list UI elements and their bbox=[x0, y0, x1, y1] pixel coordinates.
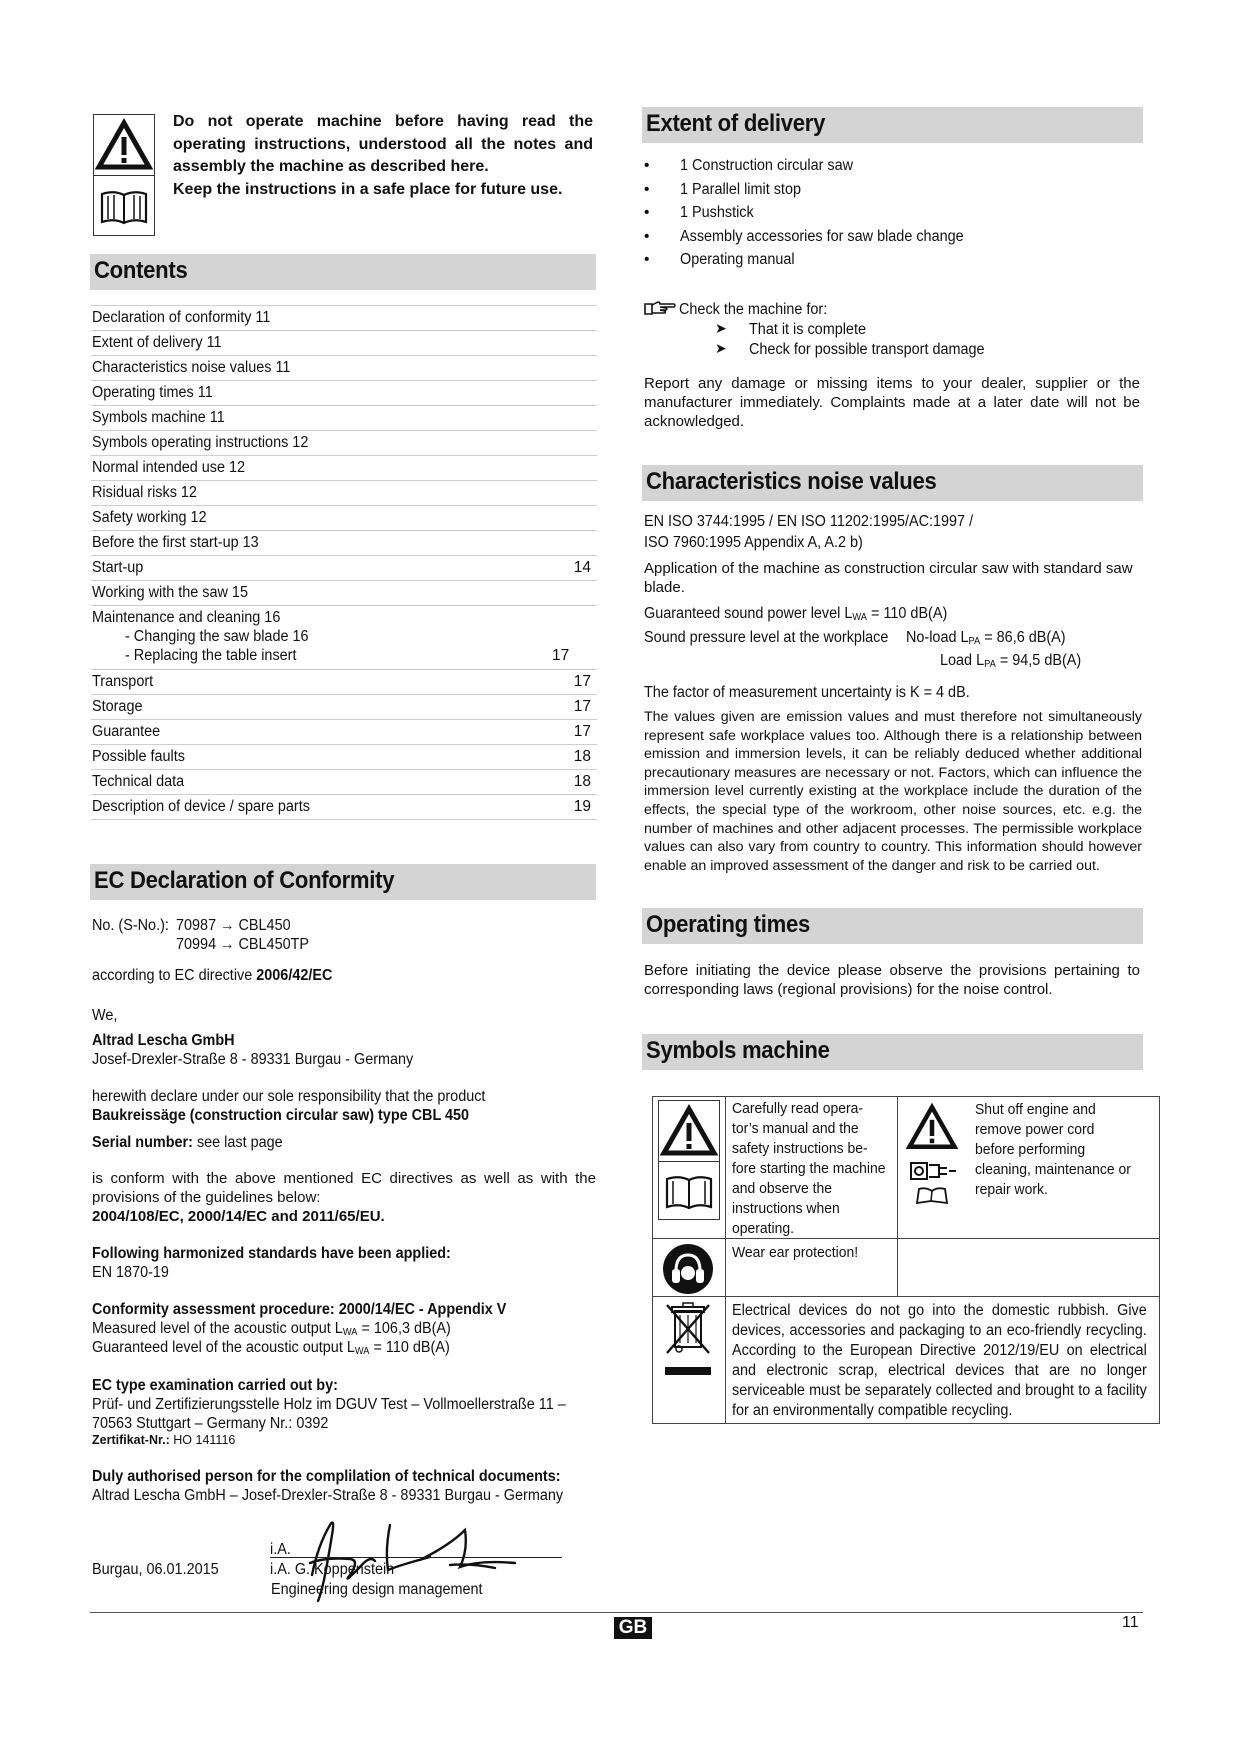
noise-header bbox=[642, 465, 1143, 501]
noise-title: Characteristics noise values bbox=[646, 468, 937, 495]
ec-directive bbox=[92, 966, 332, 985]
check-item-1: That it is complete bbox=[749, 321, 866, 338]
toc-sub-page: 17 bbox=[552, 647, 570, 664]
symbols-hline-1 bbox=[653, 1238, 1159, 1239]
toc-row-label: Maintenance and cleaning 16 bbox=[92, 609, 281, 626]
ec-serial-value: see last page bbox=[192, 1134, 283, 1151]
toc-row[interactable] bbox=[91, 694, 597, 720]
ear-protection-icon bbox=[662, 1243, 714, 1300]
warning-line-1: Do not operate machine before having read the bbox=[173, 113, 593, 130]
check-arrow-icon-1: ➤ bbox=[715, 320, 727, 336]
ec-declare: herewith declare under our sole responsibility that the product bbox=[92, 1088, 486, 1105]
ec-conformity-title: Conformity assessment procedure: 2000/14/EC - Appendix V bbox=[92, 1301, 507, 1318]
ec-directive-value: 2006/42/EC bbox=[256, 967, 333, 984]
delivery-title: Extent of delivery bbox=[646, 110, 826, 137]
symbol-ear-text: Wear ear protection! bbox=[732, 1244, 859, 1261]
toc-row-page: 19 bbox=[573, 798, 591, 815]
delivery-item-label: Assembly accessories for saw blade change bbox=[680, 227, 964, 245]
signature-line bbox=[270, 1557, 562, 1558]
toc-row[interactable] bbox=[91, 405, 597, 431]
ec-directive-pre: according to EC directive bbox=[92, 967, 257, 984]
warning-line-4: Keep the instructions in a safe place for future use. bbox=[173, 180, 563, 198]
ec-authorised-value: Altrad Lescha GmbH – Josef-Drexler-Straße 8 - 89331 Burgau - Germany bbox=[92, 1487, 564, 1504]
language-badge bbox=[614, 1617, 652, 1639]
toc-row-label: Normal intended use 12 bbox=[92, 459, 246, 476]
ia-label-1: i.A. bbox=[270, 1541, 291, 1558]
toc-sub-item[interactable]: - Changing the saw blade 16 bbox=[125, 628, 309, 645]
toc-row-page: 17 bbox=[573, 698, 591, 715]
delivery-header bbox=[642, 107, 1143, 143]
toc-row-label: Extent of delivery 11 bbox=[92, 334, 222, 351]
ec-product: Baukreissäge (construction circular saw) type CBL 450 bbox=[92, 1107, 470, 1124]
warning-triangle-icon bbox=[658, 1100, 720, 1162]
contents-title: Contents bbox=[94, 257, 188, 284]
ec-exam-line-1: Prüf- und Zertifizierungsstelle Holz im DGUV Test – Vollmoellerstraße 11 – bbox=[92, 1396, 566, 1413]
noise-paragraph: The values given are emission values and must therefore not simultaneously represent safe workplace values too. Although there is a relationship between emission and immersion levels, it can be reliably deduced whether additional precautionary measures are necessary or not. Factors, which can influence the immersion level currently existing at the workplace include the duration of the effects, the special type of the workroom, other noise sources, etc. e.g. the number of machines and other adjacent processes. The permissible workplace values can also vary from country to country. This information should however enable an improved assessment of the danger and risk to be carried out. bbox=[644, 709, 1142, 874]
ia-signer: i.A. G. Koppenstein bbox=[270, 1561, 395, 1578]
toc-row-label: Description of device / spare parts bbox=[92, 798, 310, 815]
symbols-table bbox=[652, 1096, 1160, 1424]
toc-bottom-rule bbox=[91, 819, 597, 820]
ec-number-label: No. (S-No.): bbox=[92, 917, 169, 934]
noise-application: Application of the machine as construction circular saw with standard saw blade. bbox=[644, 560, 1133, 596]
toc-row[interactable] bbox=[91, 744, 597, 770]
ec-company: Altrad Lescha GmbH bbox=[92, 1032, 235, 1049]
symbol-shut-off-text: Shut off engine and remove power cord before performing cleaning, maintenance or repair work. bbox=[975, 1101, 1131, 1198]
warning-line-3: assembly the machine as described here. bbox=[173, 158, 489, 175]
symbols-header bbox=[642, 1034, 1143, 1070]
symbols-title: Symbols machine bbox=[646, 1037, 830, 1064]
symbols-vline-1 bbox=[897, 1097, 898, 1297]
toc-row-label: Possible faults bbox=[92, 748, 185, 765]
ec-conform bbox=[92, 1169, 596, 1226]
toc-row-page: 17 bbox=[573, 673, 591, 690]
ec-address: Josef-Drexler-Straße 8 - 89331 Burgau - Germany bbox=[92, 1051, 414, 1068]
operating-times-header bbox=[642, 908, 1143, 944]
toc-row[interactable] bbox=[91, 355, 597, 381]
bullet-icon: • bbox=[644, 157, 650, 174]
weee-bin-icon bbox=[663, 1301, 713, 1388]
delivery-item-label: 1 Pushstick bbox=[680, 204, 754, 221]
toc-row-label: Start-up bbox=[92, 559, 144, 576]
toc-row[interactable] bbox=[91, 769, 597, 795]
toc-sub-item[interactable]: - Replacing the table insert bbox=[125, 647, 297, 664]
toc-row-label: Storage bbox=[92, 698, 143, 715]
toc-row-label: Guarantee bbox=[92, 723, 161, 740]
toc-row[interactable] bbox=[91, 719, 597, 745]
toc-row-label: Safety working 12 bbox=[92, 509, 207, 526]
check-title: Check the machine for: bbox=[679, 301, 828, 318]
toc-row[interactable] bbox=[91, 480, 597, 506]
check-item-2: Check for possible transport damage bbox=[749, 341, 985, 358]
toc-row-label: Risidual risks 12 bbox=[92, 484, 197, 501]
symbol-read-manual-text: Carefully read opera- tor’s manual and the safety instructions be- fore starting the machine and observe the instructions when operating. bbox=[732, 1100, 886, 1237]
symbols-vline-icon bbox=[725, 1097, 726, 1423]
delivery-item-label: 1 Construction circular saw bbox=[680, 157, 854, 174]
ec-certificate: Zertifikat-Nr.: HO 141116 bbox=[92, 1433, 236, 1447]
place-date: Burgau, 06.01.2015 bbox=[92, 1561, 219, 1578]
ec-authorised-title: Duly authorised person for the complilation of technical documents: bbox=[92, 1468, 561, 1485]
toc-row[interactable] bbox=[91, 380, 597, 406]
symbol-weee-text: Electrical devices do not go into the domestic rubbish. Give devices, accessories and packaging to an eco-friendly recycling. According to the European Directive 2012/19/EU on electrical and electronic scrap, electrical devices that are no longer serviceable must be separately collected and brought to a facility for an environmentally compatible recycling. bbox=[732, 1302, 1147, 1419]
toc-row-label: Working with the saw 15 bbox=[92, 584, 248, 601]
ec-declaration-header bbox=[90, 864, 596, 900]
power-plug-icon bbox=[909, 1159, 957, 1188]
ec-conform-line-2: provisions of the guidelines below: bbox=[92, 1189, 321, 1206]
noise-sound-pressure: Sound pressure level at the workplace bbox=[644, 629, 889, 646]
ec-harmonized-title: Following harmonized standards have been applied: bbox=[92, 1245, 451, 1262]
signer-role: Engineering design management bbox=[271, 1581, 483, 1598]
toc-row-page: 18 bbox=[573, 773, 591, 790]
noise-standard-1: EN ISO 3744:1995 / EN ISO 11202:1995/AC:1997 / bbox=[644, 513, 974, 530]
warning-line-2: operating instructions, understood all the notes and bbox=[173, 135, 593, 153]
manual-book-small-icon bbox=[915, 1185, 949, 1210]
ec-conform-line-3: 2004/108/EC, 2000/14/EC and 2011/65/EU. bbox=[92, 1208, 385, 1225]
operating-times-text: Before initiating the device please observe the provisions pertaining to corresponding laws (regional provisions) for the noise control. bbox=[644, 962, 1140, 998]
warning-triangle-icon bbox=[94, 115, 154, 176]
page-number: 11 bbox=[1122, 1614, 1139, 1631]
toc-row[interactable] bbox=[91, 555, 597, 581]
delivery-item-label: 1 Parallel limit stop bbox=[680, 180, 801, 198]
ec-exam-title: EC type examination carried out by: bbox=[92, 1377, 338, 1394]
noise-noload: No-load $L_{PA} = 86,6$ dB(A) bbox=[906, 629, 1066, 647]
ec-serial-label: Serial number: bbox=[92, 1134, 193, 1151]
toc-row[interactable] bbox=[91, 505, 597, 531]
footer-rule bbox=[90, 1612, 1143, 1613]
toc-row[interactable] bbox=[91, 794, 597, 820]
manual-book-icon bbox=[94, 176, 154, 234]
report-text: Report any damage or missing items to your dealer, supplier or the manufacturer immediately. Complaints made at a later date will not be acknowledged. bbox=[644, 375, 1140, 430]
toc-row[interactable] bbox=[91, 530, 597, 556]
toc-row-label: Characteristics noise values 11 bbox=[92, 359, 291, 376]
noise-uncertainty: The factor of measurement uncertainty is K = 4 dB. bbox=[644, 684, 970, 701]
toc-row-page: 18 bbox=[573, 748, 591, 765]
bullet-icon: • bbox=[644, 180, 650, 198]
pointing-hand-icon bbox=[644, 300, 676, 321]
check-arrow-icon-2: ➤ bbox=[715, 340, 727, 356]
toc-row[interactable] bbox=[91, 305, 597, 331]
ec-conform-line-1: is conform with the above mentioned EC directives as well as with the bbox=[92, 1170, 596, 1187]
contents-header bbox=[90, 254, 596, 290]
ec-number-2: 70994 → CBL450TP bbox=[176, 936, 310, 953]
toc-row-page: 17 bbox=[573, 723, 591, 740]
ec-harmonized-value: EN 1870-19 bbox=[92, 1264, 169, 1281]
ec-we: We, bbox=[92, 1007, 118, 1024]
manual-book-icon bbox=[658, 1161, 720, 1220]
delivery-item-label: Operating manual bbox=[680, 251, 795, 268]
language-code: GB bbox=[618, 1617, 648, 1638]
toc-row-label: Technical data bbox=[92, 773, 185, 790]
bullet-icon: • bbox=[644, 251, 650, 268]
noise-guaranteed-power: Guaranteed sound power level $L_{WA} = 110$ dB(A) bbox=[644, 605, 948, 623]
toc-row[interactable] bbox=[91, 605, 597, 670]
bullet-icon: • bbox=[644, 227, 650, 245]
warning-icon-box bbox=[93, 114, 155, 236]
symbols-hline-2 bbox=[653, 1296, 1159, 1297]
toc-row[interactable] bbox=[91, 580, 597, 606]
operating-times-title: Operating times bbox=[646, 911, 810, 938]
noise-load: Load $L_{PA} = 94,5$ dB(A) bbox=[940, 652, 1082, 670]
toc-row-label: Operating times 11 bbox=[92, 384, 213, 401]
ec-declaration-title: EC Declaration of Conformity bbox=[94, 867, 395, 894]
toc-row-label: Symbols operating instructions 12 bbox=[92, 434, 309, 451]
toc-row-label: Declaration of conformity 11 bbox=[92, 309, 271, 326]
toc-row-page: 14 bbox=[573, 559, 591, 576]
ec-exam-line-2: 70563 Stuttgart – Germany Nr.: 0392 bbox=[92, 1415, 329, 1432]
warning-text bbox=[173, 111, 593, 201]
ec-guaranteed-level: Guaranteed level of the acoustic output $L_{WA} = 110$ dB(A) bbox=[92, 1339, 450, 1357]
warning-triangle-icon bbox=[905, 1100, 959, 1154]
toc-row-label: Symbols machine 11 bbox=[92, 409, 225, 426]
toc-row[interactable] bbox=[91, 455, 597, 481]
ec-number-1: 70987 → CBL450 bbox=[176, 917, 291, 934]
toc-row-label: Before the first start-up 13 bbox=[92, 534, 259, 551]
bullet-icon: • bbox=[644, 204, 650, 221]
ec-serial bbox=[92, 1133, 283, 1152]
noise-standard-2: ISO 7960:1995 Appendix A, A.2 b) bbox=[644, 534, 863, 551]
toc-row[interactable] bbox=[91, 430, 597, 456]
toc-row-label: Transport bbox=[92, 673, 154, 690]
ec-measured-level: Measured level of the acoustic output $L_{WA} = 106,3$ dB(A) bbox=[92, 1320, 451, 1338]
toc-row[interactable] bbox=[91, 330, 597, 356]
toc-row[interactable] bbox=[91, 669, 597, 695]
